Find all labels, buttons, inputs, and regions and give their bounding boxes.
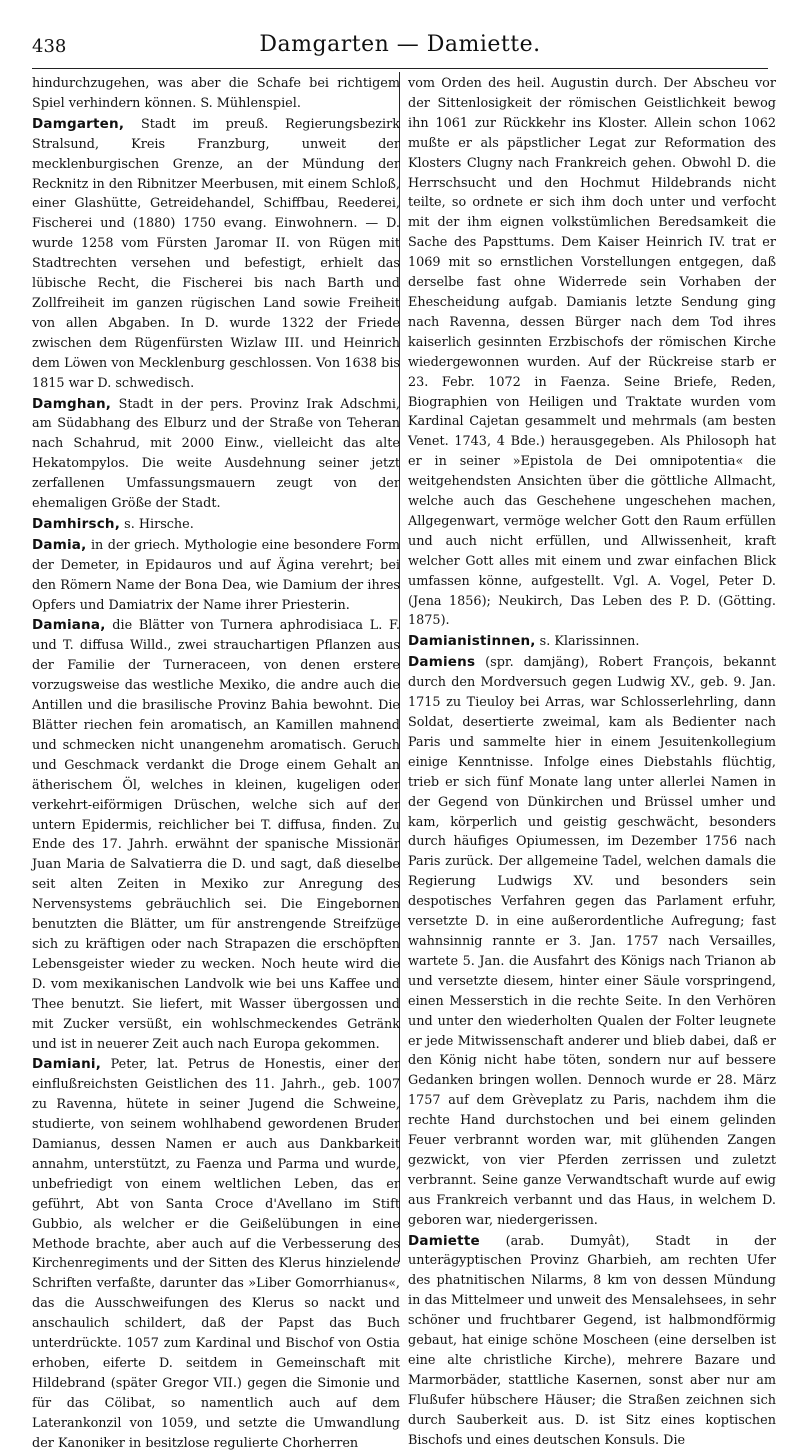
entry — [32, 74, 400, 114]
entry-lemma: Damgarten, — [32, 115, 125, 132]
entry — [32, 1055, 400, 1453]
entry-lemma: Damianistinnen, — [408, 633, 536, 650]
entry — [32, 515, 400, 535]
entry-lemma: Damiani, — [32, 1056, 102, 1073]
entry-text: in der griech. Mythologie eine besondere Form der Demeter, in Epidauros und auf Ägina verehrt; bei den Römern Name der Bona Dea, wie Damium der ihres Opfers und Damiatrix der Name ihrer Priesterin. — [32, 537, 400, 613]
entry-text: Stadt im preuß. Regierungsbezirk Stralsund, Kreis Franzburg, unweit der mecklenburgischen Grenze, an der Mündung der Recknitz in den Ribnitzer Meerbusen, mit einem Schloß, einer Glashütte, Getreidehandel, Schiffbau, Reederei, Fischerei und (1880) 1750 evang. Einwohnern. — D. wurde 1258 vom Fürsten Jaromar II. von Rügen mit Stadtrechten versehen und befestigt, erhielt das lübische Recht, die Fischerei bis nach Barth und Zollfreiheit im ganzen rügischen Land sowie Freiheit von allen Abgaben. In D. wurde 1322 der Friede zwischen dem Rügenfürsten Wizlaw III. und Heinrich dem Löwen von Mecklenburg geschlossen. Von 1638 bis 1815 war D. schwedisch. — [32, 116, 400, 391]
running-title: Damgarten — Damiette. — [259, 32, 541, 57]
entry — [32, 395, 400, 514]
entry-text: (spr. damjäng), Robert François, bekannt durch den Mordversuch gegen Ludwig XV., geb. 9. Jan. 1715 zu Tieuloy bei Arras, war Schlosserlehrling, dann Soldat, desertierte zweimal, kam als Bedienter nach Paris und sammelte hier in einem Jesuitenkollegium einige Kenntnisse. Infolge eines Diebstahls flüchtig, trieb er sich fünf Monate lang unter allerlei Namen in der Gegend von Dünkirchen und Brüssel umher und kam, körperlich und geistig geschwächt, besonders durch häufiges Opiumessen, im Dezember 1756 nach Paris zurück. Der allgemeine Tadel, welchen damals die Regierung Ludwigs XV. und besonders sein despotisches Verfahren gegen das Parlament erfuhr, versetzte D. in eine außerordentliche Aufregung; fast wahnsinnig rannte er 3. Jan. 1757 nach Versailles, wartete 5. Jan. die Ausfahrt des Königs nach Trianon ab und versetzte diesem, hinter einer Säule vorspringend, einen Messerstich in die rechte Seite. In den Verhören und unter den wiederholten Qualen der Folter leugnete er jede Mitwissenschaft anderer und blieb dabei, daß er den König nicht habe töten, sondern nur auf bessere Gedanken bringen wollen. Dennoch wurde er 28. März 1757 auf dem Grèveplatz zu Paris, nachdem ihm die rechte Hand durchstochen und bei einem gelinden Feuer verbrannt worden war, mit glühenden Zangen gezwickt, von vier Pferden zerrissen und zuletzt verbrannt. Seine ganze Verwandtschaft wurde auf ewig aus Frankreich verbannt und das Haus, in welchem D. geboren war, niedergerissen. — [408, 655, 776, 1228]
header-rule — [32, 68, 768, 69]
entry-text: die Blätter von Turnera aphrodisiaca L. F. und T. diffusa Willd., zwei strauchartigen Pflanzen aus der Familie der Turneraceen, von denen erstere vorzugsweise das westliche Mexiko, die andre auch die Antillen und die brasilische Provinz Bahia bewohnt. Die Blätter riechen fein aromatisch, an Kamillen mahnend und schmecken nicht unangenehm aromatisch. Geruch und Geschmack verdankt die Droge einem Gehalt an ätherischem Öl, welches in kleinen, kugeligen oder verkehrt-eiförmigen Drüschen, welche sich auf der untern Epidermis, reichlicher bei T. diffusa, finden. Zu Ende des 17. Jahrh. erwähnt der spanische Missionär Juan Maria de Salvatierra die D. und sagt, daß dieselbe seit alten Zeiten in Mexiko zur Anregung des Nervensystems gebräuchlich sei. Die Eingebornen benutzten die Blätter, um für anstrengende Streifzüge sich zu kräftigen oder nach Strapazen die erschöpften Lebensgeister wieder zu wecken. Noch heute wird die D. vom mexikanischen Landvolk wie bei uns Kaffee und Thee benutzt. Sie liefert, mit Wasser übergossen und mit Zucker versüßt, ein wohlschmeckendes Getränk und ist in neuerer Zeit auch nach Europa gekommen. — [32, 618, 400, 1052]
entry — [408, 653, 776, 1230]
entry-lemma: Damhirsch, — [32, 515, 121, 532]
entry-text: vom Orden des heil. Augustin durch. Der Abscheu vor der Sittenlosigkeit der römischen Geistlichkeit bewog ihn 1061 zur Rückkehr ins Kloster. Allein schon 1062 mußte er als päpstlicher Legat zur Reformation des Klosters Clugny nach Frankreich gehen. Obwohl D. die Herrschsucht und den Hochmut Hildebrands nicht teilte, so ordnete er sich ihm doch unter und verfocht mit der ihm eignen volkstümlichen Beredsamkeit die Sache des Papsttums. Dem Kaiser Heinrich IV. trat er 1069 mit so ernstlichen Vorstellungen entgegen, daß derselbe fast ohne Widerrede sein Vorhaben der Ehescheidung aufgab. Damianis letzte Sendung ging nach Ravenna, dessen Bürger nach dem Tod ihres kaiserlich gesinnten Erzbischofs der römischen Kirche wiedergewonnen wurden. Auf der Rückreise starb er 23. Febr. 1072 in Faenza. Seine Briefe, Reden, Biographien von Heiligen und Traktate wurden vom Kardinal Cajetan gesammelt und mehrmals (am besten Venet. 1743, 4 Bde.) herausgegeben. Als Philosoph hat er in seiner »Epistola de Dei omnipotentia« die weitgehendsten Ansichten über die göttliche Allmacht, welche auch das Geschehene ungeschehen machen, Allgegenwart, vermöge welcher Gott den Raum erfüllen und auch nicht erfüllen, und Allwissenheit, kraft welcher Gott alles mit einem und zwar einfachen Blick umfassen könne, aufgestellt. Vgl. A. Vogel, Peter D. (Jena 1856); Neukirch, Das Leben des P. D. (Götting. 1875). — [408, 76, 776, 629]
entry-lemma: Damiana, — [32, 617, 106, 634]
right-column — [408, 74, 776, 1448]
entry-text: s. Hirsche. — [120, 516, 194, 532]
entry — [32, 115, 400, 394]
page-number: 438 — [32, 36, 67, 57]
entry-lemma: Damiette — [408, 1232, 480, 1249]
left-column — [32, 74, 400, 1451]
entry-lemma: Damghan, — [32, 395, 112, 412]
page-header — [32, 30, 768, 66]
entry-lemma: Damiens — [408, 654, 476, 671]
entry — [408, 632, 776, 652]
entry-text: (arab. Dumyât), Stadt in der unterägyptischen Provinz Gharbieh, am rechten Ufer des phatnitischen Nilarms, 8 km von dessen Mündung in das Mittelmeer und unweit des Mensalehsees, in sehr schöner und fruchtbarer Gegend, ist halbmondförmig gebaut, hat einige schöne Moscheen (eine derselben ist eine alte christliche Kirche), mehrere Bazare und Marmorbäder, stattliche Kasernen, sonst aber nur am Flußufer hübschere Häuser; die Straßen zeichnen sich durch Sauberkeit aus. D. ist Sitz eines koptischen Bischofs und eines deutschen Konsuls. Die — [408, 1233, 776, 1448]
entry — [32, 616, 400, 1054]
entry — [32, 536, 400, 616]
entry-text: s. Klarissinnen. — [535, 634, 640, 650]
entry-text: hindurchzugehen, was aber die Schafe bei richtigem Spiel verhindern können. S. Mühlenspiel. — [32, 76, 400, 111]
entry — [408, 74, 776, 631]
entry-lemma: Damia, — [32, 536, 87, 553]
entry-text: Peter, lat. Petrus de Honestis, einer der einflußreichsten Geistlichen des 11. Jahrh., geb. 1007 zu Ravenna, hütete in seiner Jugend die Schweine, studierte, von seinem wohlhabend gewordenen Bruder Damianus, dessen Namen er auch aus Dankbarkeit annahm, unterstützt, zu Faenza und Parma und wurde, unbefriedigt von einem weltlichen Leben, das er geführt, Abt von Santa Croce d'Avellano im Stift Gubbio, als welcher er die Geißelübungen in eine Methode brachte, aber auch auf die Verbesserung des Kirchenregiments und der Sitten des Klerus hinzielende Schriften verfaßte, darunter das »Liber Gomorrhianus«, das die Ausschweifungen des Klerus so nackt und anschaulich schildert, daß der Papst das Buch unterdrückte. 1057 zum Kardinal und Bischof von Ostia erhoben, eiferte D. seitdem in Gemeinschaft mit Hildebrand (später Gregor VII.) gegen die Simonie und für das Cölibat, so namentlich auch auf dem Laterankonzil von 1059, und setzte die Umwandlung der Kanoniker in besitzlose regulierte Chorherren — [32, 1057, 400, 1451]
entry — [408, 1232, 776, 1451]
entry-text: Stadt in der pers. Provinz Irak Adschmi, am Südabhang des Elburz und der Straße von Teheran nach Schahrud, mit 2000 Einw., vielleicht das alte Hekatompylos. Die weite Ausdehnung seiner jetzt zerfallenen Umfassungsmauern zeugt von der ehemaligen Größe der Stadt. — [32, 396, 400, 512]
